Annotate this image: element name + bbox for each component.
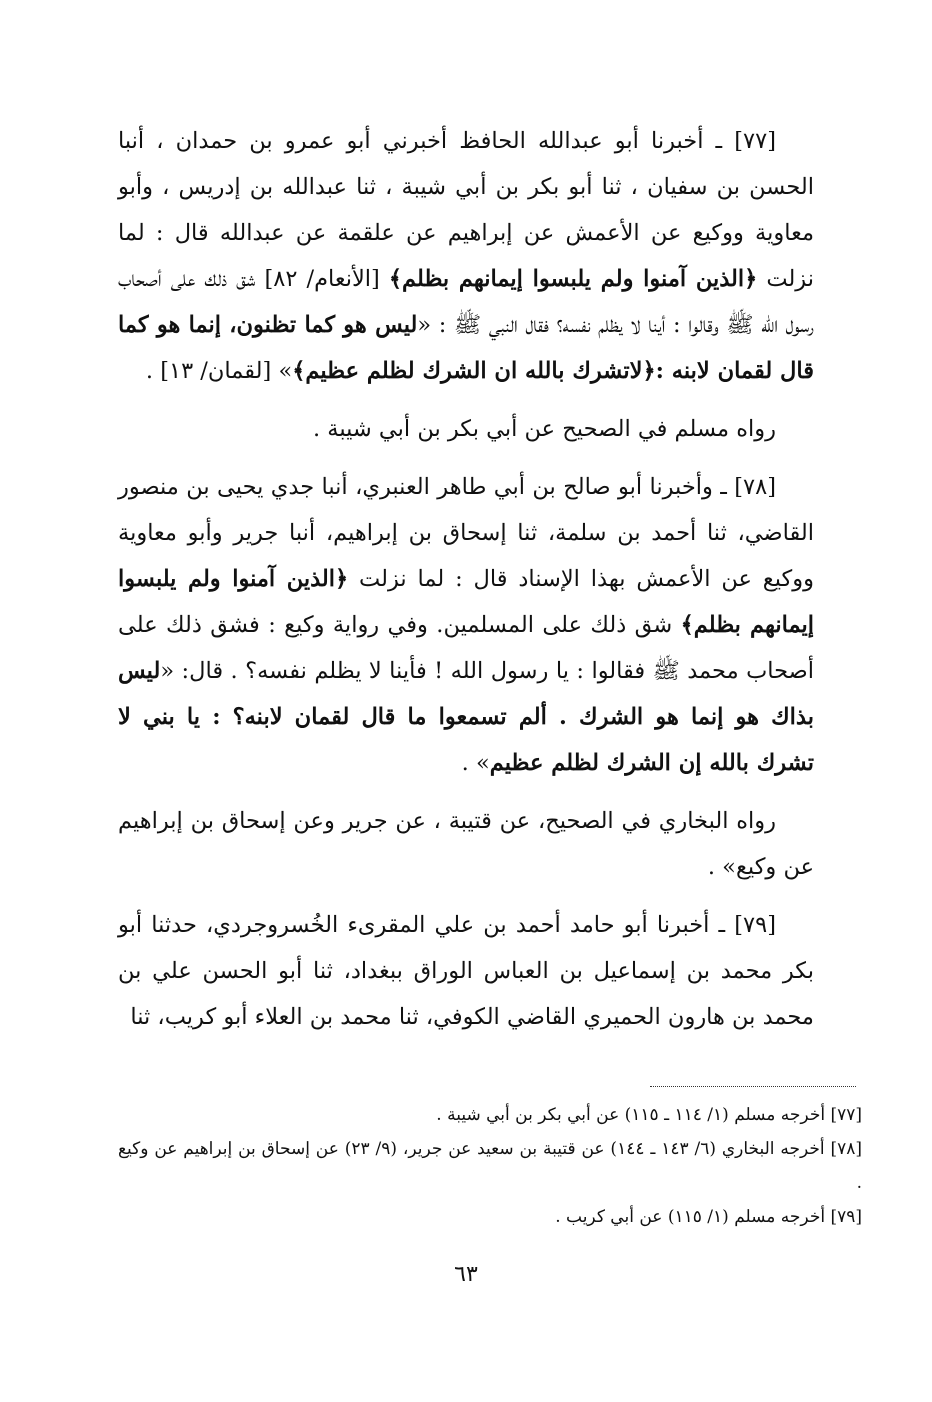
paragraph-text: [الأنعام/ ٨٢] شق ذلك على أصحاب رسول الله ﷺ وقالوا : أينا لا يظلم نفسه؟ فقال النبي ﷺ : « xyxy=(118,266,815,338)
quoted-text: ﴿الذين آمنوا ولم يلبسوا إيمانهم بظلم﴾ xyxy=(388,266,758,292)
footnote: [٧٩] أخرجه مسلم (١/ ١١٥) عن أبي كريب . xyxy=(555,1207,862,1227)
paragraph-text: [٧٩] ـ أخبرنا أبو حامد أحمد بن علي المقرىء الخُسروجردي، حدثنا أبو بكر محمد بن إسماعيل بن العباس الوراق ببغداد، ثنا أبو الحسن علي بن محمد بن هارون الحميري القاضي الكوفي، ثنا محمد بن العلاء أبو كريب، ثنا xyxy=(118,912,814,1030)
footnote: [٧٧] أخرجه مسلم (١/ ١١٤ ـ ١١٥) عن أبي بكر بن أبي شيبة . xyxy=(436,1105,862,1125)
paragraph xyxy=(118,118,814,394)
paragraph-text: رواه البخاري في الصحيح، عن قتيبة ، عن جرير وعن إسحاق بن إبراهيم عن وكيع» . xyxy=(118,808,814,880)
quoted-text: ﴿الذين آمنوا ولم يلبسوا إيمانهم بظلم﴾ xyxy=(118,566,814,638)
paragraph xyxy=(118,464,814,786)
paragraph xyxy=(118,798,814,890)
paragraph-text: [٧٨] ـ وأخبرنا أبو صالح بن أبي طاهر العنبري، أنبا جدي يحيى بن منصور القاضي، ثنا أحمد بن سلمة، ثنا إسحاق بن إبراهيم، أنبا جرير وأبو معاوية ووكيع عن الأعمش بهذا الإسناد قال : لما نزلت xyxy=(118,474,814,592)
quoted-text: ليس بذاك هو إنما هو الشرك . ألم تسمعوا ما قال لقمان لابنه؟ : يا بني لا تشرك بالله إن الشرك لظلم عظيم xyxy=(118,658,814,776)
paragraph-text: شق ذلك على المسلمين. وفي رواية وكيع : فشق ذلك على أصحاب محمد ﷺ فقالوا : يا رسول الله ! فأينا لا يظلم نفسه؟ . قال: « xyxy=(118,612,814,684)
paragraph xyxy=(118,902,814,1040)
quoted-text: ليس هو كما تظنون، إنما هو كما قال لقمان لابنه :﴿لاتشرك بالله ان الشرك لظلم عظيم﴾ xyxy=(118,312,814,384)
page-number: ٦٣ xyxy=(454,1262,478,1287)
paragraph-text: [٧٧] ـ أخبرنا أبو عبدالله الحافظ أخبرني أبو عمرو بن حمدان ، أنبا الحسن بن سفيان ، ثنا أبو بكر بن أبي شيبة ، ثنا عبدالله بن إدريس ، وأبو معاوية ووكيع عن الأعمش عن إبراهيم عن علقمة عن عبدالله قال : لما نزلت xyxy=(118,128,814,292)
main-text-block xyxy=(118,118,814,1052)
footnote-separator xyxy=(650,1086,856,1087)
paragraph-text: » [لقمان/ ١٣] . xyxy=(145,358,293,384)
footnote: [٧٨] أخرجه البخاري (٦/ ١٤٣ ـ ١٤٤) عن قتيبة بن سعيد عن جرير، (٩/ ٢٣) عن إسحاق بن إبراهيم عن وكيع . xyxy=(118,1139,862,1193)
footnotes-block xyxy=(118,1098,862,1234)
paragraph xyxy=(118,406,814,452)
paragraph-text: » . xyxy=(461,750,490,776)
paragraph-text: رواه مسلم في الصحيح عن أبي بكر بن أبي شيبة . xyxy=(312,416,776,442)
